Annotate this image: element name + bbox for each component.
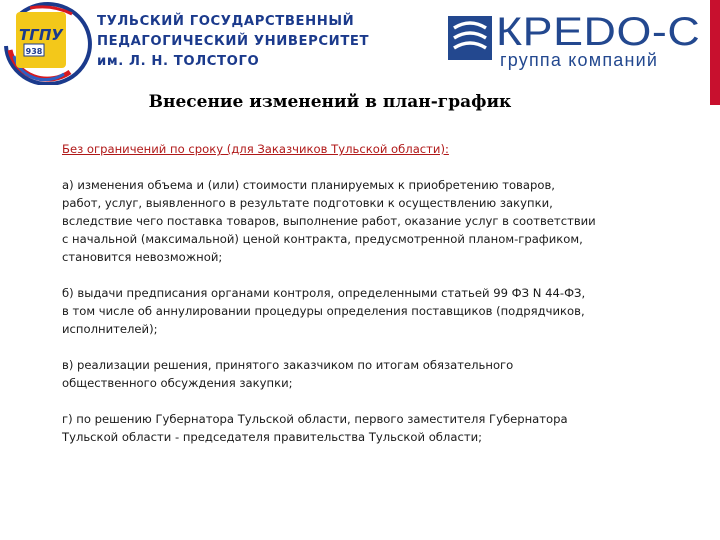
page-title [0,92,670,112]
university-emblem-icon [0,0,95,85]
page-title-text: Внесение изменений в план-график [148,92,512,112]
paragraph-line: б) выдачи предписания органами контроля, определенными статьей 99 ФЗ N 44-ФЗ, [62,286,586,300]
paragraph-line: исполнителей); [62,322,158,336]
subheading: Без ограничений по сроку (для Заказчиков Тульской области): [62,142,449,156]
university-name [97,12,397,72]
paragraph-g [62,410,662,446]
paragraph-line: Тульской области - председателя правительства Тульской области; [62,430,483,444]
paragraph-line: а) изменения объема и (или) стоимости планируемых к приобретению товаров, [62,178,555,192]
kredo-logo-icon [448,16,492,60]
university-name-line: ПЕДАГОГИЧЕСКИЙ УНИВЕРСИТЕТ [97,34,370,49]
kredo-subtitle: группа компаний [500,50,659,70]
paragraph-v [62,356,662,392]
university-name-line: им. Л. Н. ТОЛСТОГО [97,54,260,69]
paragraph-line: вследствие чего поставка товаров, выполнение работ, оказание услуг в соответствии [62,214,596,228]
kredo-name: КРЕDО-С [496,10,701,54]
university-name-line: ТУЛЬСКИЙ ГОСУДАРСТВЕННЫЙ [97,14,355,29]
paragraph-line: общественного обсуждения закупки; [62,376,293,390]
paragraph-line: в) реализации решения, принятого заказчиком по итогам обязательного [62,358,514,372]
paragraph-line: с начальной (максимальной) ценой контракта, предусмотренной планом-графиком, [62,232,583,246]
paragraph-a [62,176,662,266]
paragraph-line: в том числе об аннулировании процедуры определения поставщиков (подрядчиков, [62,304,585,318]
accent-bar [710,0,720,105]
content-body [62,140,662,464]
paragraph-line: г) по решению Губернатора Тульской области, первого заместителя Губернатора [62,412,568,426]
paragraph-line: работ, услуг, выявленного в результате подготовки к осуществлению закупки, [62,196,553,210]
emblem-year: 938 [25,47,43,56]
paragraph-b [62,284,662,338]
paragraph-line: становится невозможной; [62,250,223,264]
kredo-logo [448,10,710,70]
emblem-letters: ТГПУ [19,26,63,44]
